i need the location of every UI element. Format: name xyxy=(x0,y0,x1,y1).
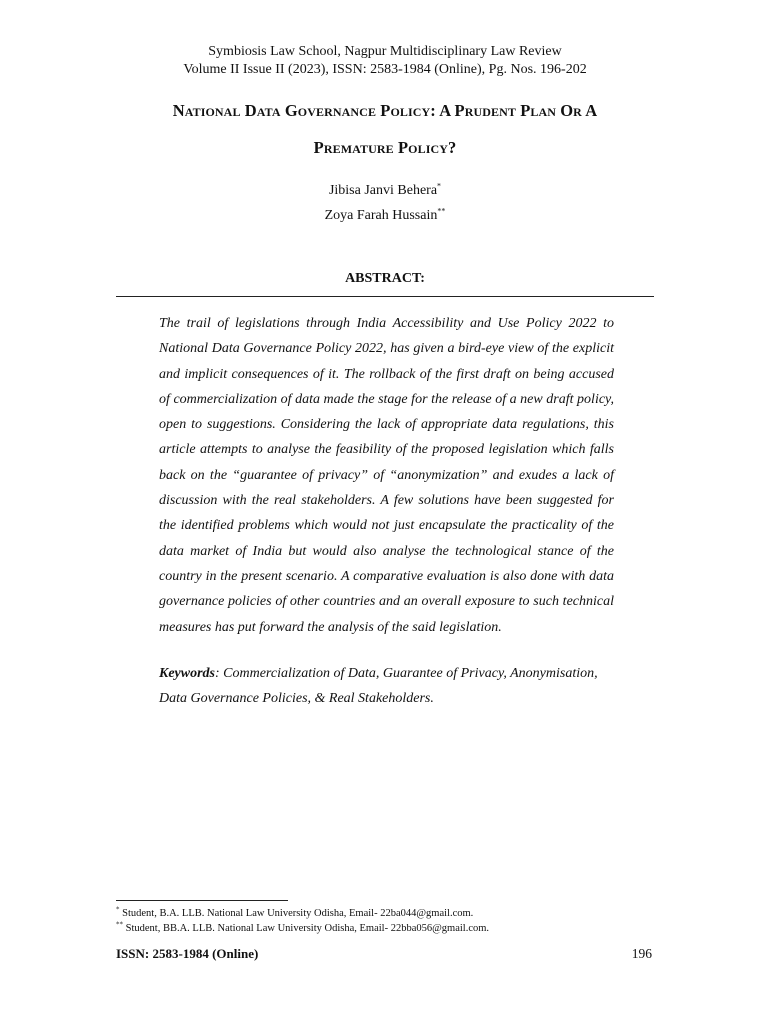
author-name: Jibisa Janvi Behera xyxy=(328,183,438,198)
footnote-text: Student, BB.A. LLB. National Law University Odisha, Email- 22bba056@gmail.com. xyxy=(123,923,490,934)
footnote-text: Student, B.A. LLB. National Law University Odisha, Email- 22ba044@gmail.com. xyxy=(119,908,474,919)
footnotes xyxy=(116,906,489,936)
keywords-paragraph xyxy=(159,661,619,712)
footnote-divider xyxy=(116,900,288,901)
journal-volume-info: Volume II Issue II (2023), ISSN: 2583-1984 (Online), Pg. Nos. 196-202 xyxy=(183,62,587,77)
author-name: Zoya Farah Hussain xyxy=(324,208,438,223)
author-2 xyxy=(0,203,770,228)
journal-name: Symbiosis Law School, Nagpur Multidisciplinary Law Review xyxy=(208,44,562,59)
horizontal-divider xyxy=(116,296,654,297)
page-number: 196 xyxy=(631,946,652,961)
title-line-1: National Data Governance Policy: A Prudent Plan Or A xyxy=(172,101,598,120)
footnote-mark: ** xyxy=(116,920,123,929)
footnote-mark: * xyxy=(437,181,442,191)
journal-header xyxy=(0,43,770,79)
footnote-mark: ** xyxy=(437,206,446,216)
keywords-label: Keywords xyxy=(159,666,215,681)
footnote-1 xyxy=(116,906,489,921)
keywords-text: : Commercialization of Data, Guarantee of Privacy, Anonymisation, Data Governance Policies, & Real Stakeholders. xyxy=(159,666,598,707)
paper-title xyxy=(0,92,770,166)
author-list xyxy=(0,178,770,228)
author-1 xyxy=(0,178,770,203)
title-line-2: Premature Policy? xyxy=(313,138,457,157)
abstract-body: The trail of legislations through India Accessibility and Use Policy 2022 to National Data Governance Policy 2022, has given a bird-eye view of the explicit and implicit consequences of it. The rollback of the first draft on being accused of commercialization of data made the stage for the release of a new draft policy, open to suggestions. Considering the lack of appropriate data regulations, this article attempts to analyse the feasibility of the proposed legislation which falls back on the “guarantee of privacy” of “anonymization” and exudes a lack of discussion with the real stakeholders. A few solutions have been suggested for the identified problems which would not just encapsulate the practicality of the data market of India but would also analyse the technological stance of the country in the present scenario. A comparative evaluation is also done with data governance policies of other countries and an overall exposure to such technical measures has put forward the analysis of the said legislation. xyxy=(159,316,614,635)
footnote-mark: * xyxy=(116,905,120,914)
abstract-heading: ABSTRACT: xyxy=(345,271,425,286)
footnote-2 xyxy=(116,921,489,936)
footer-issn: ISSN: 2583-1984 (Online) xyxy=(116,946,259,961)
